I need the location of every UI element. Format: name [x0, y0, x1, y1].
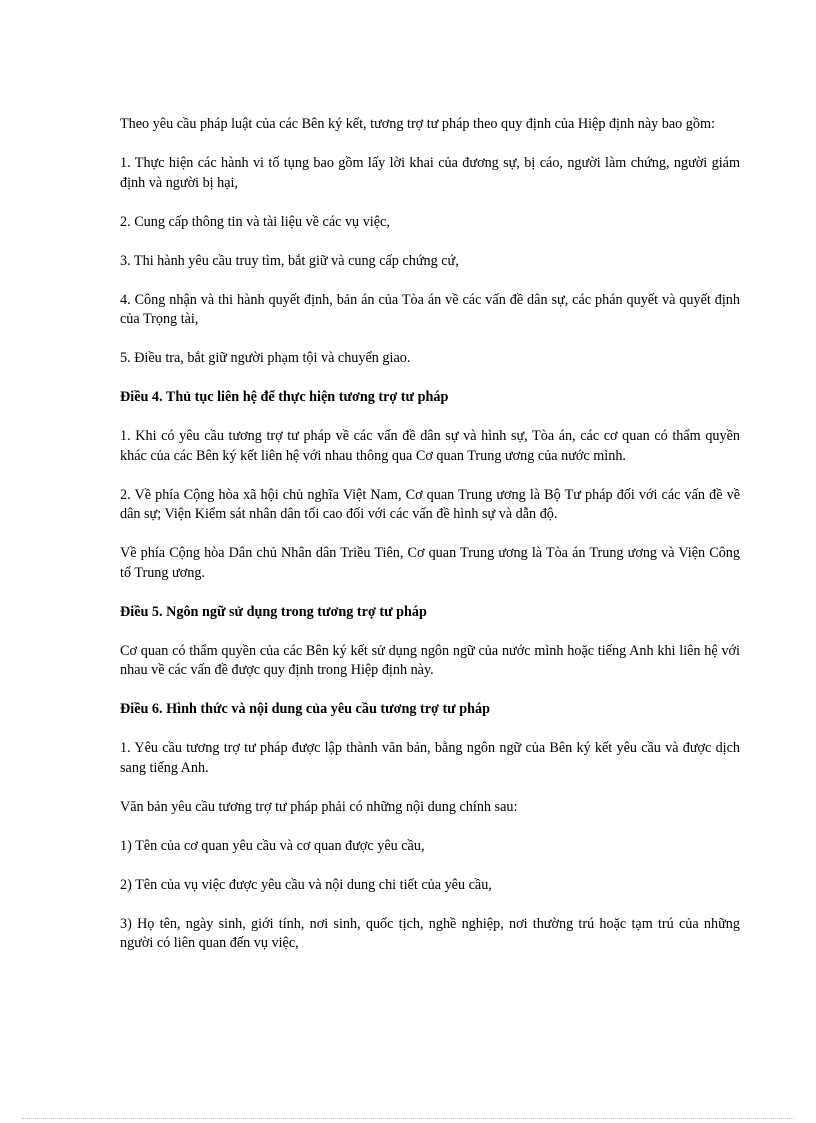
article-5-heading: Điều 5. Ngôn ngữ sử dụng trong tương trợ tư pháp — [120, 603, 427, 620]
article-6-clause-1: 1. Yêu cầu tương trợ tư pháp được lập thành văn bản, bằng ngôn ngữ của Bên ký kết yêu cầu và được dịch sang tiếng Anh. — [120, 740, 740, 776]
article-4-clause-1: 1. Khi có yêu cầu tương trợ tư pháp về các vấn đề dân sự và hình sự, Tòa án, các cơ quan có thẩm quyền khác của các Bên ký kết liên hệ với nhau thông qua Cơ quan Trung ương của nước mình. — [120, 428, 740, 464]
article-6-item-1: 1) Tên của cơ quan yêu cầu và cơ quan được yêu cầu, — [120, 837, 425, 854]
article-6-intro: Văn bản yêu cầu tương trợ tư pháp phải có những nội dung chính sau: — [120, 798, 518, 815]
article-6-heading: Điều 6. Hình thức và nội dung của yêu cầu tương trợ tư pháp — [120, 701, 490, 717]
article-6-item-3: 3) Họ tên, ngày sinh, giới tính, nơi sinh, quốc tịch, nghề nghiệp, nơi thường trú hoặc tạm trú của những người có liên quan đến vụ việc, — [120, 915, 740, 951]
intro-paragraph: Theo yêu cầu pháp luật của các Bên ký kết, tương trợ tư pháp theo quy định của Hiệp định này bao gồm: — [120, 116, 715, 132]
document-body — [120, 115, 740, 973]
list-item-4: 4. Công nhận và thi hành quyết định, bản án của Tòa án về các vấn đề dân sự, các phán quyết và quyết định của Trọng tài, — [120, 291, 740, 327]
article-4-clause-2b: Về phía Cộng hòa Dân chủ Nhân dân Triều Tiên, Cơ quan Trung ương là Tòa án Trung ương và Viện Công tố Trung ương. — [120, 545, 740, 581]
list-item-5: 5. Điều tra, bắt giữ người phạm tội và chuyển giao. — [120, 350, 411, 366]
article-5-body: Cơ quan có thẩm quyền của các Bên ký kết sử dụng ngôn ngữ của nước mình hoặc tiếng Anh khi liên hệ với nhau về các vấn đề được quy định trong Hiệp định này. — [120, 642, 740, 678]
page-footer-divider — [22, 1118, 794, 1119]
article-4-clause-2: 2. Về phía Cộng hòa xã hội chủ nghĩa Việt Nam, Cơ quan Trung ương là Bộ Tư pháp đối với các vấn đề về dân sự; Viện Kiểm sát nhân dân tối cao đối với các vấn đề hình sự và dẫn độ. — [120, 486, 740, 522]
list-item-1: 1. Thực hiện các hành vi tố tụng bao gồm lấy lời khai của đương sự, bị cáo, người làm chứng, người giám định và người bị hại, — [120, 155, 740, 191]
list-item-3: 3. Thi hành yêu cầu truy tìm, bắt giữ và cung cấp chứng cứ, — [120, 252, 459, 269]
article-4-heading: Điều 4. Thủ tục liên hệ để thực hiện tương trợ tư pháp — [120, 389, 449, 405]
list-item-2: 2. Cung cấp thông tin và tài liệu về các vụ việc, — [120, 213, 390, 230]
article-6-item-2: 2) Tên của vụ việc được yêu cầu và nội dung chi tiết của yêu cầu, — [120, 876, 492, 893]
